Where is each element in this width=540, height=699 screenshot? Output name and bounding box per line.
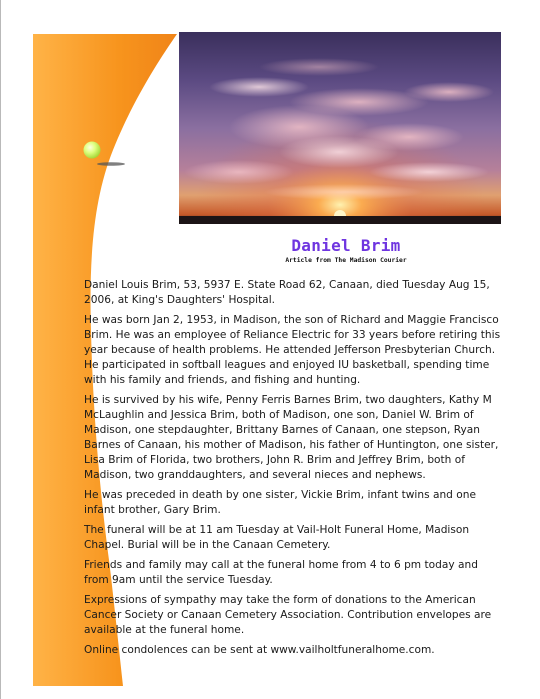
green-ball-icon (84, 142, 101, 159)
article-source: Article from The Madison Courier (285, 257, 407, 264)
paragraph: He is survived by his wife, Penny Ferris Barnes Brim, two daughters, Kathy M McLaughlin and Jessica Brim, both of Madison, one son, Daniel W. Brim of Madison, one stepdaughter, Brittany Barnes of Canaan, one stepson, Ryan Barnes of Canaan, his mother of Madison, his father of Huntington, one sister, Lisa Brim of Florida, two brothers, John R. Brim and Jeffrey Brim, both of Madison, two granddaughters, and several nieces and nephews. (84, 394, 499, 481)
paragraph: Online condolences can be sent at www.vailholtfuneralhome.com. (84, 644, 435, 656)
ball-shadow (97, 162, 125, 166)
paragraph: Expressions of sympathy may take the form of donations to the American Cancer Society or Canaan Cemetery Association. Contribution envelopes are available at the funeral home. (84, 594, 492, 636)
paragraph: Friends and family may call at the funeral home from 4 to 6 pm today and from 9am until the service Tuesday. (84, 559, 478, 586)
paragraph: The funeral will be at 11 am Tuesday at Vail-Holt Funeral Home, Madison Chapel. Burial will be in the Canaan Cemetery. (84, 524, 470, 551)
sunset-sky-photo (179, 32, 501, 224)
page-title: Daniel Brim (291, 236, 401, 255)
paragraph: He was born Jan 2, 1953, in Madison, the son of Richard and Maggie Francisco Brim. He was an employee of Reliance Electric for 33 years before retiring this year because of health problems. He attended Jefferson Presbyterian Church. He participated in softball leagues and enjoyed IU basketball, spending time with his family and friends, and fishing and hunting. (84, 314, 501, 386)
paragraph: Daniel Louis Brim, 53, 5937 E. State Road 62, Canaan, died Tuesday Aug 15, 2006, at King's Daughters' Hospital. (84, 279, 490, 306)
article-body (84, 278, 502, 663)
paragraph: He was preceded in death by one sister, Vickie Brim, infant twins and one infant brother, Gary Brim. (84, 489, 476, 516)
